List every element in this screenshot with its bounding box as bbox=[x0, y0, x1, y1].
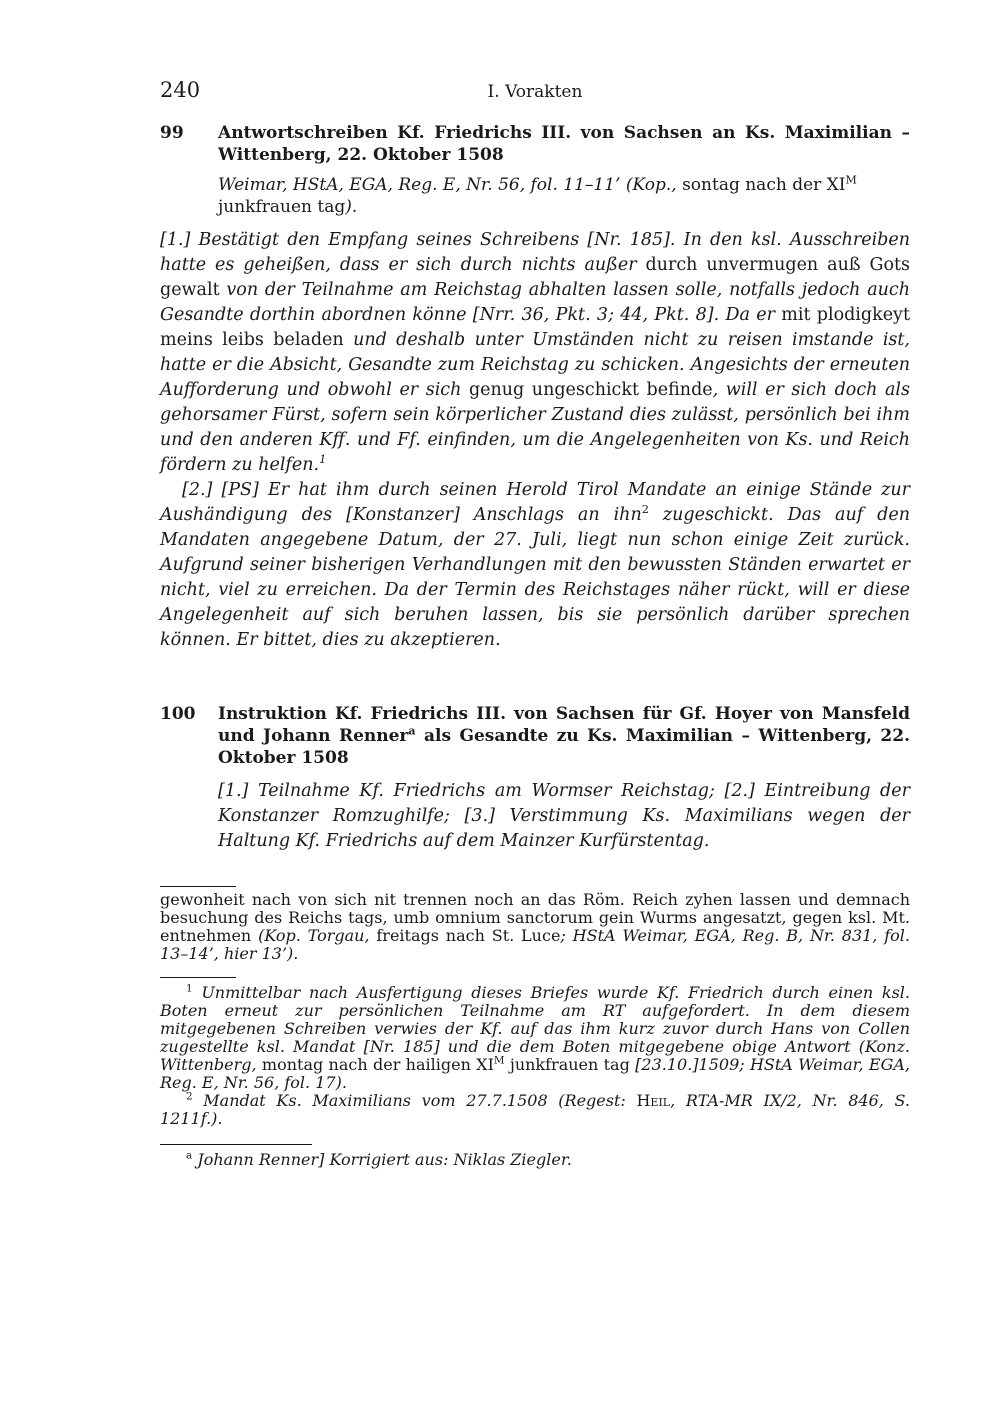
entry-summary: [1.] Teilnahme Kf. Friedrichs am Wormser Reichstag; [2.] Eintreibung der Konstanzer Romzughilfe; [3.] Verstimmung Ks. Maximilians wegen der Haltung Kf. Friedrichs auf dem Mainzer Kurfürstentag. bbox=[218, 781, 910, 851]
continued-footnote bbox=[160, 891, 910, 963]
regest-99 bbox=[160, 228, 910, 653]
regest-text: und deshalb unter Umständen nicht zu reisen imstande ist, hatte er die Absicht, Gesandte zum Reichstag zu schicken. Angesichts der erneuten Aufforderung und obwohl er sich bbox=[160, 330, 910, 400]
apparatus bbox=[160, 1151, 910, 1169]
entry-body bbox=[218, 122, 910, 218]
regest-text: von der Teilnahme am Reichstag abhalten lassen solle, notfalls jedoch auch Gesandte dorthin abordnen könne [Nrr. 36, Pkt. 3; 44, Pkt. 8]. Da er bbox=[160, 280, 910, 325]
entry-100 bbox=[160, 703, 910, 854]
document-page bbox=[160, 78, 910, 1169]
author-name: Heil bbox=[625, 1091, 671, 1110]
footnote-number: 2 bbox=[186, 1090, 193, 1103]
quoted-source-text: montag nach der hailigen XI bbox=[256, 1055, 494, 1074]
entry-number: 100 bbox=[160, 704, 196, 724]
apparatus-divider bbox=[160, 1144, 312, 1145]
footnotes bbox=[160, 984, 910, 1128]
footnote-divider bbox=[160, 886, 236, 887]
source-date-quote: sontag nach der XI bbox=[676, 175, 846, 195]
entry-title-text: als Gesandte zu Ks. Maximilian – Wittenberg, 22. Oktober 1508 bbox=[218, 726, 911, 768]
entry-99 bbox=[160, 122, 910, 218]
footnote-text: Unmittelbar nach Ausfertigung dieses Briefes wurde Kf. Friedrich durch einen ksl. Boten erneut zur persönlichen Teilnahme am RT aufgefordert. In dem diesem mitgegebenen Schreiben verwies der Kf. auf das ihm kurz zuvor durch Hans von Collen zugestellte ksl. Mandat [Nr. 185] und die dem Boten mitgegebene obige Antwort (Konz. Wittenberg, bbox=[160, 983, 910, 1074]
quoted-source-text: freitags nach St. Luce bbox=[369, 926, 561, 945]
entry-title bbox=[218, 703, 910, 769]
quoted-source-text: genug ungeschickt befinde bbox=[461, 380, 713, 400]
footnote-text: [23.10.]1509; HStA Weimar, EGA, Reg. E, Nr. 56, fol. 17). bbox=[160, 1055, 911, 1092]
regest-text: [2.] [PS] Er hat ihm durch seinen Herold Tirol Mandate an einige Stände zur Aushändigung des [Konstanzer] Anschlags an ihn bbox=[160, 480, 910, 525]
footnote-citation: ; HStA Weimar, EGA, Reg. B, Nr. 831, fol. 13–14’, hier 13’). bbox=[160, 926, 910, 963]
footnote-ref-2[interactable]: 2 bbox=[641, 502, 649, 517]
running-header bbox=[160, 78, 910, 110]
regest-text: , will er sich doch als gehorsamer Fürst, sofern sein körperlicher Zustand dies zulässt, persönlich bei ihm und den anderen Kff. und Ff. einfinden, um die Angelegenheiten von Ks. und Reich fördern zu helfen. bbox=[160, 380, 910, 475]
apparatus-note-a bbox=[160, 1151, 910, 1169]
entry-body bbox=[218, 703, 910, 854]
quoted-source-text: junkfrauen tag bbox=[504, 1055, 630, 1074]
entry-source bbox=[218, 174, 910, 218]
regest-text: [1.] Bestätigt den Empfang seines Schreibens [Nr. 185]. In den ksl. Ausschreiben hatte es geheißen, dass er sich durch nichts außer bbox=[160, 230, 910, 275]
entry-number: 99 bbox=[160, 123, 184, 143]
quoted-source-text: durch unvermugen auß Gots gewalt bbox=[160, 255, 911, 300]
footnote-citation: (Kop. Torgau, bbox=[251, 926, 370, 945]
regest-paragraph-1 bbox=[160, 228, 910, 478]
regest-paragraph-2 bbox=[160, 478, 910, 653]
entry-title: Antwortschreiben Kf. Friedrichs III. von Sachsen an Ks. Maximilian – Wittenberg, 22. Oktober 1508 bbox=[218, 123, 910, 165]
apparatus-letter: a bbox=[186, 1149, 193, 1162]
quoted-source-text: gewonheit nach von sich nit trennen noch an das Röm. Reich zyhen lassen und demnach besuchung des Reichs tags, umb omnium sanctorum gein Wurms angesatzt, gegen ksl. Mt. entnehmen bbox=[160, 890, 910, 945]
entry-title-text: Instruktion Kf. Friedrichs III. von Sachsen für Gf. Hoyer von Mansfeld und Johann Renner bbox=[218, 704, 910, 746]
regest-text: zugeschickt. Das auf den Mandaten angegebene Datum, der 27. Juli, liegt nun schon einige Zeit zurück. Aufgrund seiner bisherigen Verhandlungen mit den bewussten Ständen erwartet er nicht, viel zu erreichen. Da der Termin des Reichstages näher rückt, will er diese Angelegenheit auf sich beruhen lassen, bis sie persönlich darüber sprechen können. Er bittet, dies zu akzeptieren. bbox=[160, 505, 910, 650]
footnote-superscript: M bbox=[493, 1054, 505, 1067]
footnote-1 bbox=[160, 984, 910, 1092]
apparatus-ref-a[interactable]: a bbox=[408, 724, 416, 738]
page-number: 240 bbox=[160, 78, 201, 102]
footnote-divider bbox=[160, 977, 236, 978]
footnote-ref-1[interactable]: 1 bbox=[319, 452, 327, 467]
source-archive: Weimar, HStA, EGA, Reg. E, Nr. 56, fol. 11–11’ (Kop., bbox=[218, 175, 677, 195]
footnote-text: , RTA-MR IX/2, Nr. 846, S. 1211f.). bbox=[160, 1091, 910, 1128]
footnote-2 bbox=[160, 1092, 910, 1128]
apparatus-text: Johann Renner] Korrigiert aus: Niklas Ziegler. bbox=[192, 1150, 572, 1169]
source-date-quote-end: junkfrauen tag bbox=[218, 197, 346, 217]
source-superscript: M bbox=[845, 173, 857, 187]
source-close: ). bbox=[345, 197, 358, 217]
footnote-text: Mandat Ks. Maximilians vom 27.7.1508 (Regest: bbox=[192, 1091, 626, 1110]
continued-footnote-text bbox=[160, 891, 910, 963]
footnote-number: 1 bbox=[186, 982, 193, 995]
quoted-source-text: mit plodigkeyt meins leibs beladen bbox=[160, 305, 910, 350]
section-title: I. Vorakten bbox=[487, 82, 583, 102]
